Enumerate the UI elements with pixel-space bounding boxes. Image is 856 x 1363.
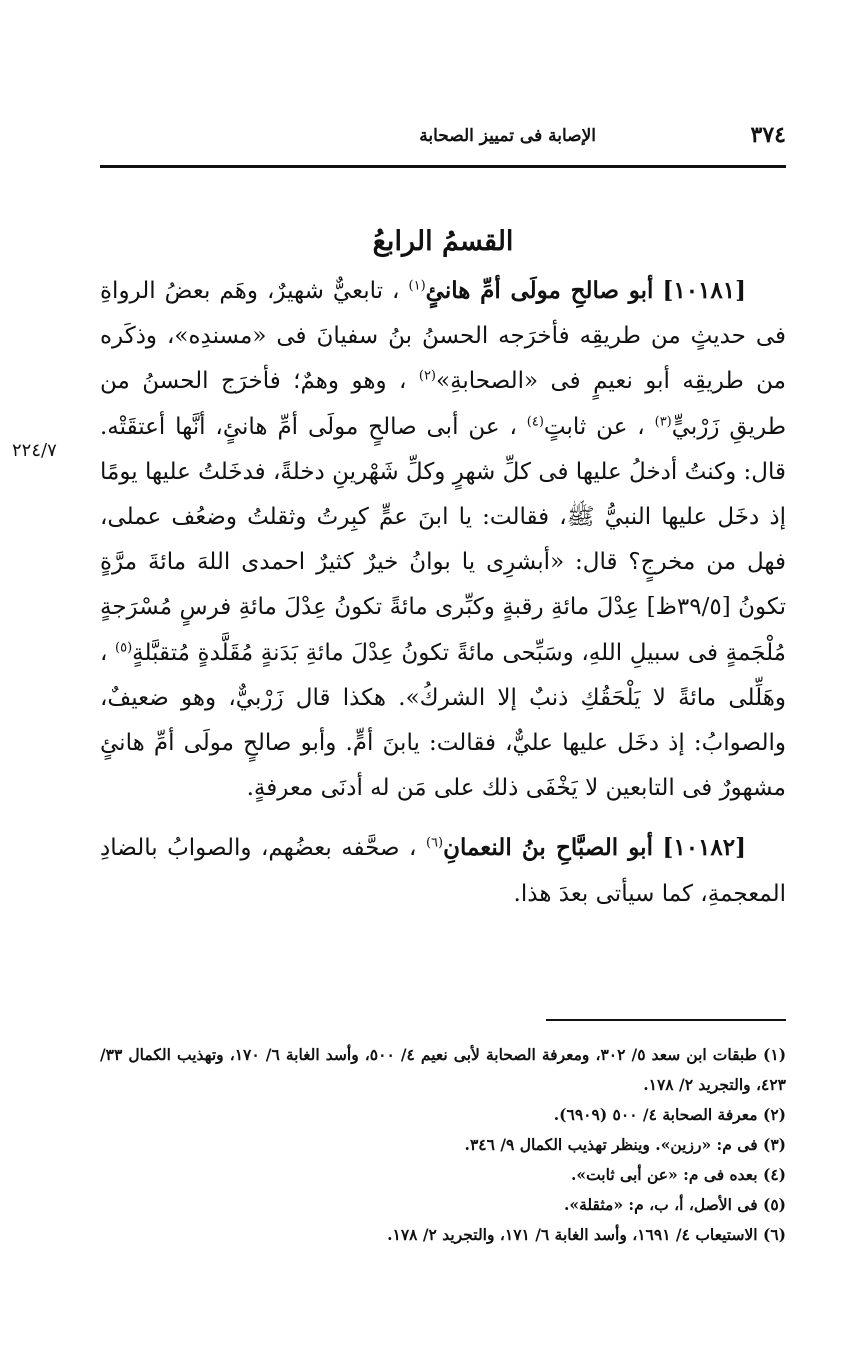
entry-text: ، تابعيٌّ شهيرٌ، وهَم بعضُ الرواةِ فى حديثٍ من طريقِه فأخرَجه الحسنُ بنُ سفيانَ فى «مسندِه»، وذكَره من طريقِه أبو نعيمٍ فى «الصحابةِ» xyxy=(100,278,787,395)
footnote-ref: (٢) xyxy=(418,368,436,384)
footnote: (٥) فى الأصل، أ، ب، م: «مثقلة». xyxy=(563,1195,786,1214)
entry-name: أبو الصبَّاحِ بنُ النعمانِ xyxy=(443,834,653,862)
footnote: (٢) معرفة الصحابة ٤/ ٥٠٠ (٦٩٠٩). xyxy=(553,1105,786,1124)
footnote: (٦) الاستيعاب ٤/ ١٦٩١، وأسد الغابة ٦/ ١٧١، والتجريد ٢/ ١٧٨. xyxy=(387,1225,786,1244)
footnote: (٤) بعده فى م: «عن أبى ثابت». xyxy=(570,1165,786,1184)
entry-text: ، وهَلِّلى مائةً لا يَلْحَقُكِ ذنبٌ إلا الشركُ». هكذا قال زَرْبيٌّ، وهو ضعيفٌ، والصوابُ: إذ دخَل عليها عليٌّ، فقالت: يابنَ أمٍّ. وأبو صالحٍ مولَى أمِّ هانئٍ مشهورٌ فى التابعين لا يَخْفَى ذلك على مَن له أدنَى معرفةٍ. xyxy=(100,639,786,802)
body-text xyxy=(100,268,786,917)
footnote: (١) طبقات ابن سعد ٥/ ٣٠٢، ومعرفة الصحابة لأبى نعيم ٤/ ٥٠٠، وأسد الغابة ٦/ ١٧٠، وتهذيب الكمال ٣٣/ ٤٢٣، والتجريد ٢/ ١٧٨. xyxy=(100,1045,787,1094)
entry-10181 xyxy=(100,268,786,811)
footnote-ref: (٥) xyxy=(115,639,133,655)
page-header xyxy=(100,122,786,156)
footnote-ref: (٤) xyxy=(526,413,544,429)
section-title: القسمُ الرابعُ xyxy=(372,226,514,257)
footnote-rule xyxy=(546,1019,786,1021)
entry-text: ، وهو وهمٌ؛ فأخرَج الحسنُ من طريقِ زَرْبيٍّ xyxy=(100,368,786,440)
footnotes xyxy=(100,1040,786,1250)
paragraph-gap xyxy=(100,811,786,825)
entry-text: ، صحَّفه بعضُهم، والصوابُ بالضادِ المعجمةِ، كما سيأتى بعدَ هذا. xyxy=(100,835,786,907)
footnote-ref: (١) xyxy=(408,278,426,294)
running-title: الإصابة فى تمييز الصحابة xyxy=(419,126,596,146)
entry-text: ، عن أبى صالحٍ مولَى أمِّ هانئٍ، أنَّها أعتقَتْه. قال: وكنتُ أدخلُ عليها فى كلِّ شهرٍ وكلِّ شَهْرينِ دخلةً، فدخَلتُ عليها يومًا إذ دخَل عليها النبيُّ ﷺ، فقالت: يا ابنَ عمٍّ كبِرتُ وثقلتُ وضعُف عملى، فهل من مخرجٍ؟ قال: «أبشرِى يا بوانُ خيرٌ كثيرٌ احمدى اللهَ مائةَ مرَّةٍ تكونُ [٣٩/٥ظ] عِدْلَ مائةِ رقبةٍ وكبِّرى مائةً تكونُ عِدْلَ مائةِ فرسٍ مُسْرَجةٍ مُلْجَمةٍ فى سبيلِ اللهِ، وسَبِّحى مائةً تكونُ عِدْلَ مائةِ بَدَنةٍ مُقَلَّدةٍ مُتقبَّلةٍ xyxy=(100,413,787,666)
margin-note: ٢٢٤/٧ xyxy=(12,440,57,461)
entry-name: أبو صالحِ مولَى أمِّ هانئٍ xyxy=(425,277,654,304)
entry-10182 xyxy=(100,825,786,916)
footnote: (٣) فى م: «رزين». وينظر تهذيب الكمال ٩/ ٣٤٦. xyxy=(464,1135,786,1154)
entry-text: ، عن ثابتٍ xyxy=(543,413,645,440)
footnote-ref: (٣) xyxy=(654,413,672,429)
header-rule xyxy=(100,165,786,168)
footnote-ref: (٦) xyxy=(425,835,444,851)
entry-number: [١٠١٨٢] xyxy=(662,834,747,862)
entry-number: [١٠١٨١] xyxy=(662,277,747,304)
page-number: ٣٧٤ xyxy=(750,122,786,148)
